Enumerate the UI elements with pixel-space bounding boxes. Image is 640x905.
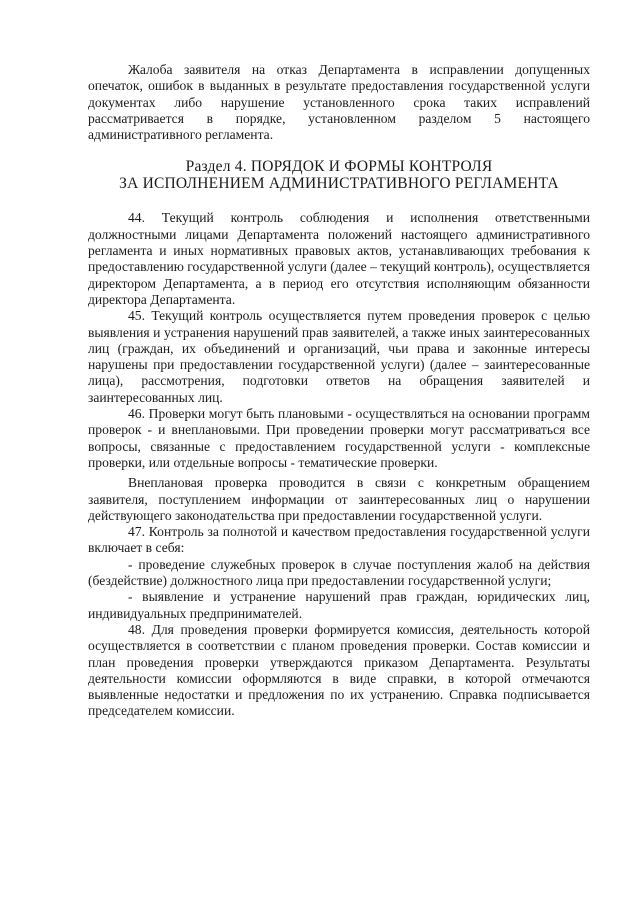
section-title-line-2: ЗА ИСПОЛНЕНИЕМ АДМИНИСТРАТИВНОГО РЕГЛАМЕНТА	[119, 175, 559, 193]
page-content	[88, 62, 590, 720]
list-item-service-inspections: - проведение служебных проверок в случае поступления жалоб на действия (бездействие) должностного лица при предоставлении государственной услуги;	[88, 556, 590, 589]
section-title-line-1: Раздел 4. ПОРЯДОК И ФОРМЫ КОНТРОЛЯ	[185, 158, 493, 176]
paragraph-44: 44. Текущий контроль соблюдения и исполнения ответственными должностными лицами Департамента положений настоящего административного регламента и иных нормативных правовых актов, устанавливающих требования к предоставлению государственной услуги (далее – текущий контроль), осуществляется директором Департамента, а в период его отсутствия исполняющим обязанности директора Департамента.	[88, 210, 591, 307]
paragraph-47: 47. Контроль за полнотой и качеством предоставления государственной услуги включает в себя:	[88, 524, 590, 556]
paragraph-46: 46. Проверки могут быть плановыми - осуществляться на основании программ проверок - и внеплановыми. При проведении проверки могут рассматриваться все вопросы, связанные с предоставлением государственной услуги - комплексные проверки, или отдельные вопросы - тематические проверки.	[88, 406, 590, 470]
paragraph-unscheduled-inspection: Внеплановая проверка проводится в связи с конкретным обращением заявителя, поступлением информации от заинтересованных лиц о нарушении действующего законодательства при предоставлении государственной услуги.	[88, 475, 590, 523]
complaint-paragraph: Жалоба заявителя на отказ Департамента в исправлении допущенных опечаток, ошибок в выданных в результате предоставления государственной услуги документах либо нарушение установленного срока таких исправлений рассматривается в порядке, установленном разделом 5 настоящего административного регламента.	[88, 62, 590, 143]
paragraph-48: 48. Для проведения проверки формируется комиссия, деятельность которой осуществляется в соответствии с планом проведения проверки. Состав комиссии и план проведения проверки утверждаются приказом Департамента. Результаты деятельности комиссии оформляются в виде справки, в которой отмечаются выявленные недостатки и предложения по их устранению. Справка подписывается председателем комиссии.	[88, 621, 590, 719]
paragraph-45: 45. Текущий контроль осуществляется путем проведения проверок с целью выявления и устранения нарушений прав заявителей, а также иных заинтересованных лиц (граждан, их объединений и организаций, чьи права и законные интересы нарушены при предоставлении государственной услуги) (далее – заинтересованные лица), рассмотрения, подготовки ответов на обращения заявителей и заинтересованных лиц.	[88, 308, 590, 405]
list-item-rights-violations: - выявление и устранение нарушений прав граждан, юридических лиц, индивидуальных предпринимателей.	[88, 589, 590, 621]
